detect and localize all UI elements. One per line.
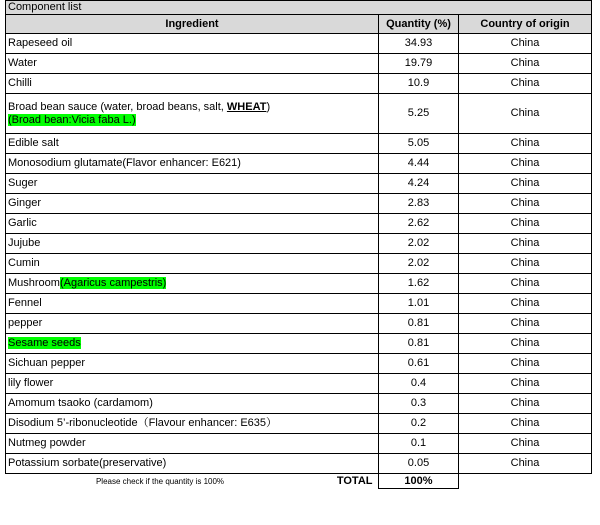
table-row <box>6 294 592 314</box>
quantity-cell[interactable]: 1.62 <box>379 274 459 294</box>
total-row <box>6 474 592 489</box>
ingredient-header: Ingredient <box>6 15 379 34</box>
quantity-cell[interactable]: 0.81 <box>379 314 459 334</box>
table-row <box>6 74 592 94</box>
table-row <box>6 454 592 474</box>
table-row <box>6 434 592 454</box>
table-row <box>6 174 592 194</box>
component-list-sheet <box>5 0 591 489</box>
quantity-cell[interactable]: 19.79 <box>379 54 459 74</box>
origin-cell[interactable]: China <box>459 454 592 474</box>
table-row <box>6 314 592 334</box>
table-row <box>6 194 592 214</box>
quantity-cell[interactable]: 0.4 <box>379 374 459 394</box>
table-row <box>6 394 592 414</box>
total-label: TOTAL <box>336 474 373 487</box>
quantity-cell[interactable]: 0.3 <box>379 394 459 414</box>
origin-cell[interactable]: China <box>459 54 592 74</box>
quantity-cell[interactable]: 0.61 <box>379 354 459 374</box>
quantity-cell[interactable]: 2.02 <box>379 254 459 274</box>
origin-cell[interactable]: China <box>459 294 592 314</box>
quantity-cell[interactable]: 4.24 <box>379 174 459 194</box>
ingredient-text: Broad bean sauce (water, broad beans, salt, <box>8 100 227 113</box>
component-table <box>5 0 592 489</box>
quantity-cell[interactable]: 5.25 <box>379 94 459 134</box>
origin-cell[interactable]: China <box>459 214 592 234</box>
allergen-text: WHEAT <box>226 100 267 113</box>
origin-cell[interactable]: China <box>459 274 592 294</box>
quantity-cell[interactable]: 34.93 <box>379 34 459 54</box>
ingredient-cell[interactable]: Edible salt <box>6 134 379 154</box>
ingredient-text-end: ) <box>266 100 271 113</box>
origin-cell[interactable]: China <box>459 94 592 134</box>
ingredient-cell[interactable]: Amomum tsaoko (cardamom) <box>6 394 379 414</box>
ingredient-cell[interactable]: Disodium 5’-ribonucleotide（Flavour enhancer: E635） <box>6 414 379 434</box>
ingredient-cell[interactable]: Ginger <box>6 194 379 214</box>
sheet-title: Component list <box>6 1 592 15</box>
ingredient-cell[interactable]: Rapeseed oil <box>6 34 379 54</box>
origin-cell[interactable]: China <box>459 194 592 214</box>
quantity-cell[interactable]: 5.05 <box>379 134 459 154</box>
highlighted-note: (Agaricus campestris) <box>59 277 167 289</box>
ingredient-cell[interactable]: Fennel <box>6 294 379 314</box>
ingredient-cell[interactable]: Monosodium glutamate(Flavor enhancer: E621) <box>6 154 379 174</box>
table-row <box>6 374 592 394</box>
quantity-cell[interactable]: 2.62 <box>379 214 459 234</box>
ingredient-cell[interactable]: Cumin <box>6 254 379 274</box>
origin-cell[interactable]: China <box>459 174 592 194</box>
ingredient-cell[interactable]: Suger <box>6 174 379 194</box>
total-value-cell[interactable]: 100% <box>379 474 459 489</box>
total-empty-cell <box>459 474 592 489</box>
quantity-cell[interactable]: 2.83 <box>379 194 459 214</box>
table-row <box>6 54 592 74</box>
ingredient-cell[interactable] <box>6 274 379 294</box>
sheet-title-row <box>6 1 592 15</box>
origin-cell[interactable]: China <box>459 354 592 374</box>
quantity-cell[interactable]: 10.9 <box>379 74 459 94</box>
ingredient-line <box>8 101 376 114</box>
quantity-cell[interactable]: 4.44 <box>379 154 459 174</box>
ingredient-text: Mushroom <box>8 277 60 289</box>
header-row <box>6 15 592 34</box>
table-row <box>6 94 592 134</box>
table-row <box>6 414 592 434</box>
quantity-cell[interactable]: 0.05 <box>379 454 459 474</box>
ingredient-cell[interactable]: Potassium sorbate(preservative) <box>6 454 379 474</box>
origin-cell[interactable]: China <box>459 394 592 414</box>
table-row <box>6 254 592 274</box>
table-row <box>6 134 592 154</box>
table-row <box>6 154 592 174</box>
origin-cell[interactable]: China <box>459 254 592 274</box>
quantity-check-note: Please check if the quantity is 100% <box>95 476 225 486</box>
origin-cell[interactable]: China <box>459 374 592 394</box>
origin-cell[interactable]: China <box>459 414 592 434</box>
origin-cell[interactable]: China <box>459 154 592 174</box>
ingredient-cell[interactable]: lily flower <box>6 374 379 394</box>
ingredient-cell[interactable]: Chilli <box>6 74 379 94</box>
highlighted-note: (Broad bean:Vicia faba L.) <box>8 113 136 126</box>
ingredient-cell[interactable]: pepper <box>6 314 379 334</box>
quantity-cell[interactable]: 0.1 <box>379 434 459 454</box>
table-row <box>6 234 592 254</box>
total-note-cell <box>6 474 379 489</box>
origin-cell[interactable]: China <box>459 314 592 334</box>
quantity-header: Quantity (%) <box>379 15 459 34</box>
quantity-cell[interactable]: 0.81 <box>379 334 459 354</box>
ingredient-cell[interactable]: Nutmeg powder <box>6 434 379 454</box>
ingredient-cell[interactable] <box>6 334 379 354</box>
origin-cell[interactable]: China <box>459 74 592 94</box>
table-row <box>6 274 592 294</box>
highlighted-ingredient: Sesame seeds <box>8 337 81 349</box>
table-row <box>6 34 592 54</box>
ingredient-cell[interactable]: Sichuan pepper <box>6 354 379 374</box>
ingredient-cell[interactable]: Water <box>6 54 379 74</box>
quantity-cell[interactable]: 2.02 <box>379 234 459 254</box>
quantity-cell[interactable]: 0.2 <box>379 414 459 434</box>
origin-cell[interactable]: China <box>459 134 592 154</box>
origin-cell[interactable]: China <box>459 234 592 254</box>
origin-header: Country of origin <box>459 15 592 34</box>
table-row <box>6 354 592 374</box>
origin-cell[interactable]: China <box>459 334 592 354</box>
ingredient-cell[interactable]: Jujube <box>6 234 379 254</box>
ingredient-cell[interactable] <box>6 94 379 134</box>
table-row <box>6 334 592 354</box>
origin-cell[interactable]: China <box>459 34 592 54</box>
ingredient-cell[interactable]: Garlic <box>6 214 379 234</box>
quantity-cell[interactable]: 1.01 <box>379 294 459 314</box>
table-row <box>6 214 592 234</box>
origin-cell[interactable]: China <box>459 434 592 454</box>
